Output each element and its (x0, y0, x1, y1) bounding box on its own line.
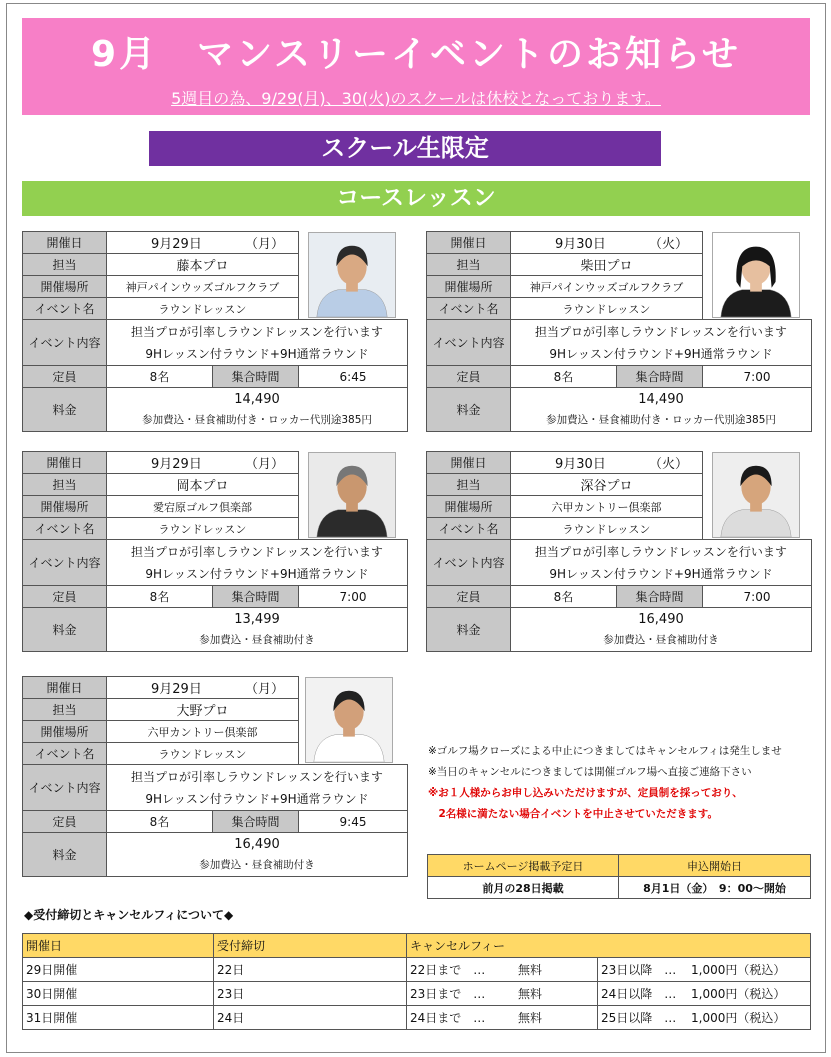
date-value: 9月29日 (151, 457, 202, 472)
label-venue: 開催場所 (427, 276, 511, 298)
venue-name: 六甲カントリー倶楽部 (107, 721, 299, 743)
label-date: 開催日 (427, 232, 511, 254)
label-date: 開催日 (23, 452, 107, 474)
weekday-value: （月） (244, 457, 284, 472)
cancel-date: 30日開催 (23, 982, 214, 1006)
event-content (107, 765, 408, 811)
date-value: 9月29日 (151, 237, 202, 252)
cancel-deadline: 24日 (214, 1006, 407, 1030)
closure-notice: 5週目の為、9/29(月)、30(火)のスクールは休校となっております。 (171, 89, 661, 108)
date-value: 9月29日 (151, 682, 202, 697)
venue-name: 神戸パインウッズゴルフクラブ (107, 276, 299, 298)
fee-note: 参加費込・昼食補助付き (199, 858, 315, 871)
capacity-value: 8名 (107, 586, 213, 608)
label-event-content: イベント内容 (427, 320, 511, 366)
instructor-photo (308, 232, 396, 318)
label-fee: 料金 (23, 388, 107, 432)
event-card (22, 231, 407, 432)
label-venue: 開催場所 (23, 276, 107, 298)
label-capacity: 定員 (427, 586, 511, 608)
instructor-photo (712, 452, 800, 538)
schedule-header-publish: ホームページ掲載予定日 (428, 855, 619, 877)
cancel-fee (598, 1006, 811, 1030)
header-banner (22, 18, 810, 115)
label-fee: 料金 (427, 388, 511, 432)
label-instructor: 担当 (427, 474, 511, 496)
cancel-date: 29日開催 (23, 958, 214, 982)
meeting-time-value: 7:00 (703, 586, 812, 608)
event-content (511, 320, 812, 366)
label-event-name: イベント名 (427, 518, 511, 540)
event-card (22, 676, 407, 877)
fee-from: 23日以降 … (601, 963, 677, 977)
cancel-header-deadline: 受付締切 (214, 934, 407, 958)
capacity-value: 8名 (511, 586, 617, 608)
notes-block (428, 741, 818, 825)
cancel-free (407, 958, 598, 982)
cancel-deadline: 22日 (214, 958, 407, 982)
free-label: 無料 (518, 1011, 543, 1025)
free-until: 22日まで … (410, 963, 486, 977)
capacity-value: 8名 (107, 366, 213, 388)
label-date: 開催日 (23, 232, 107, 254)
label-meeting-time: 集合時間 (213, 811, 299, 833)
label-fee: 料金 (23, 608, 107, 652)
date-value: 9月30日 (555, 457, 606, 472)
label-event-name: イベント名 (23, 743, 107, 765)
label-instructor: 担当 (23, 699, 107, 721)
content-line: 9Hレッスン付ラウンド+9H通常ラウンド (549, 566, 773, 581)
capacity-value: 8名 (511, 366, 617, 388)
fee-amount: 1,000円（税込） (691, 963, 786, 977)
label-instructor: 担当 (427, 254, 511, 276)
content-line: 9Hレッスン付ラウンド+9H通常ラウンド (145, 791, 369, 806)
fee-amount: 13,499 (234, 611, 280, 627)
fee-amount: 1,000円（税込） (691, 987, 786, 1001)
meeting-time-value: 6:45 (299, 366, 408, 388)
fee-from: 24日以降 … (601, 987, 677, 1001)
fee-from: 25日以降 … (601, 1011, 677, 1025)
venue-name: 愛宕原ゴルフ倶楽部 (107, 496, 299, 518)
weekday-value: （火） (648, 457, 688, 472)
cancel-free (407, 1006, 598, 1030)
label-capacity: 定員 (23, 586, 107, 608)
content-line: 担当プロが引率しラウンドレッスンを行います (131, 324, 383, 339)
table-row (23, 1006, 811, 1030)
instructor-photo (308, 452, 396, 538)
fee-note: 参加費込・昼食補助付き・ロッカー代別途385円 (546, 413, 776, 426)
content-line: 9Hレッスン付ラウンド+9H通常ラウンド (145, 346, 369, 361)
fee-value (107, 833, 408, 877)
label-meeting-time: 集合時間 (213, 366, 299, 388)
label-capacity: 定員 (427, 366, 511, 388)
fee-amount: 1,000円（税込） (691, 1011, 786, 1025)
label-event-content: イベント内容 (23, 765, 107, 811)
event-name: ラウンドレッスン (107, 298, 299, 320)
meeting-time-value: 7:00 (703, 366, 812, 388)
weekday-value: （月） (244, 682, 284, 697)
cancel-deadline: 23日 (214, 982, 407, 1006)
event-name: ラウンドレッスン (511, 518, 703, 540)
label-event-content: イベント内容 (23, 320, 107, 366)
fee-value (107, 608, 408, 652)
label-fee: 料金 (427, 608, 511, 652)
label-venue: 開催場所 (23, 496, 107, 518)
instructor-photo (712, 232, 800, 318)
label-venue: 開催場所 (427, 496, 511, 518)
table-row (23, 982, 811, 1006)
instructor-name: 岡本プロ (107, 474, 299, 496)
label-instructor: 担当 (23, 474, 107, 496)
cancel-date: 31日開催 (23, 1006, 214, 1030)
cancel-header-fee: キャンセルフィー (407, 934, 811, 958)
content-line: 担当プロが引率しラウンドレッスンを行います (535, 544, 787, 559)
event-card (426, 231, 811, 432)
free-label: 無料 (518, 963, 543, 977)
event-date (511, 232, 703, 254)
content-line: 担当プロが引率しラウンドレッスンを行います (535, 324, 787, 339)
capacity-value: 8名 (107, 811, 213, 833)
venue-name: 神戸パインウッズゴルフクラブ (511, 276, 703, 298)
fee-value (511, 388, 812, 432)
label-meeting-time: 集合時間 (617, 586, 703, 608)
label-meeting-time: 集合時間 (617, 366, 703, 388)
content-line: 担当プロが引率しラウンドレッスンを行います (131, 769, 383, 784)
label-capacity: 定員 (23, 366, 107, 388)
event-date (107, 677, 299, 699)
content-line: 9Hレッスン付ラウンド+9H通常ラウンド (145, 566, 369, 581)
cancel-free (407, 982, 598, 1006)
label-fee: 料金 (23, 833, 107, 877)
fee-value (511, 608, 812, 652)
instructor-name: 柴田プロ (511, 254, 703, 276)
event-card (426, 451, 811, 652)
cancel-fee (598, 982, 811, 1006)
weekday-value: （火） (648, 237, 688, 252)
label-event-name: イベント名 (23, 298, 107, 320)
table-row (23, 958, 811, 982)
event-date (107, 452, 299, 474)
date-value: 9月30日 (555, 237, 606, 252)
fee-amount: 16,490 (234, 836, 280, 852)
students-only-banner: スクール生限定 (149, 131, 661, 166)
cancel-fee (598, 958, 811, 982)
schedule-table (427, 854, 811, 899)
note-same-day-cancel: ※当日のキャンセルにつきましては開催ゴルフ場へ直接ご連絡下さい (428, 766, 752, 778)
event-content (107, 540, 408, 586)
meeting-time-value: 7:00 (299, 586, 408, 608)
fee-note: 参加費込・昼食補助付き・ロッカー代別途385円 (142, 413, 372, 426)
label-capacity: 定員 (23, 811, 107, 833)
label-meeting-time: 集合時間 (213, 586, 299, 608)
event-name: ラウンドレッスン (511, 298, 703, 320)
event-card (22, 451, 407, 652)
event-date (511, 452, 703, 474)
instructor-name: 深谷プロ (511, 474, 703, 496)
venue-name: 六甲カントリー倶楽部 (511, 496, 703, 518)
fee-amount: 14,490 (638, 391, 684, 407)
event-name: ラウンドレッスン (107, 743, 299, 765)
content-line: 担当プロが引率しラウンドレッスンを行います (131, 544, 383, 559)
instructor-photo (305, 677, 393, 763)
instructor-name: 大野プロ (107, 699, 299, 721)
label-event-name: イベント名 (427, 298, 511, 320)
schedule-publish-value: 前月の28日掲載 (428, 877, 619, 899)
fee-note: 参加費込・昼食補助付き (199, 633, 315, 646)
free-until: 23日まで … (410, 987, 486, 1001)
schedule-apply-value: 8月1日（金） 9：00～開始 (619, 877, 811, 899)
fee-amount: 16,490 (638, 611, 684, 627)
fee-amount: 14,490 (234, 391, 280, 407)
label-event-content: イベント内容 (427, 540, 511, 586)
meeting-time-value: 9:45 (299, 811, 408, 833)
label-instructor: 担当 (23, 254, 107, 276)
note-minimum: ※お１人様からお申し込みいただけますが、定員制を採っており、 (428, 787, 743, 799)
label-event-content: イベント内容 (23, 540, 107, 586)
event-content (511, 540, 812, 586)
note-closure: ※ゴルフ場クローズによる中止につきましてはキャンセルフィは発生しませ (428, 745, 782, 757)
free-label: 無料 (518, 987, 543, 1001)
cancellation-table (22, 933, 811, 1030)
cancellation-heading: ◆受付締切とキャンセルフィについて◆ (24, 908, 234, 922)
label-venue: 開催場所 (23, 721, 107, 743)
event-date (107, 232, 299, 254)
instructor-name: 藤本プロ (107, 254, 299, 276)
fee-note: 参加費込・昼食補助付き (603, 633, 719, 646)
free-until: 24日まで … (410, 1011, 486, 1025)
course-lesson-banner: コースレッスン (22, 181, 810, 216)
page-title: 9月 マンスリーイベントのお知らせ (91, 34, 741, 75)
event-name: ラウンドレッスン (107, 518, 299, 540)
label-date: 開催日 (427, 452, 511, 474)
label-event-name: イベント名 (23, 518, 107, 540)
label-date: 開催日 (23, 677, 107, 699)
cancel-header-date: 開催日 (23, 934, 214, 958)
fee-value (107, 388, 408, 432)
schedule-header-apply: 申込開始日 (619, 855, 811, 877)
note-minimum-cont: 2名様に満たない場合イベントを中止させていただきます。 (428, 808, 718, 820)
content-line: 9Hレッスン付ラウンド+9H通常ラウンド (549, 346, 773, 361)
weekday-value: （月） (244, 237, 284, 252)
event-content (107, 320, 408, 366)
